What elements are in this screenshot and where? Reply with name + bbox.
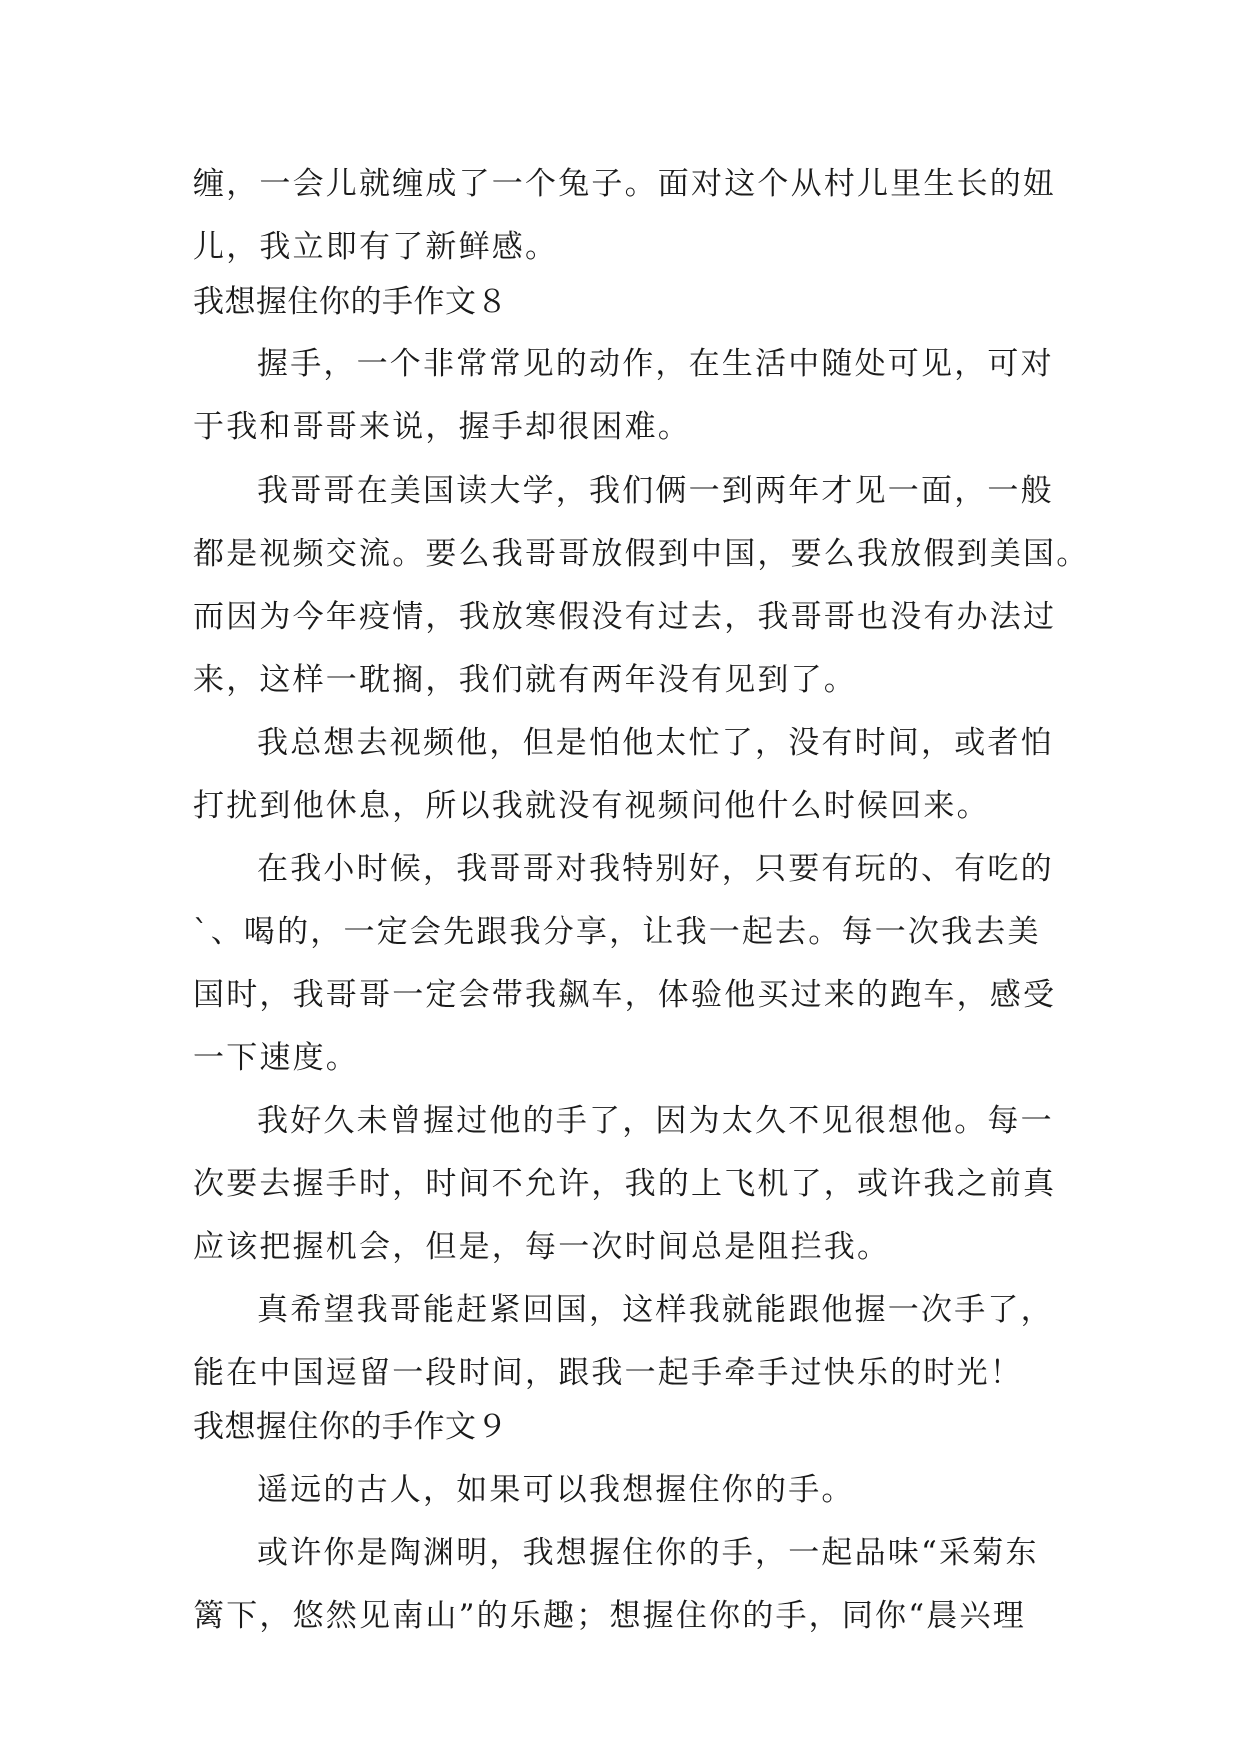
paragraph-line: 能在中国逗留一段时间，跟我一起手牵手过快乐的时光！	[193, 1355, 1023, 1391]
paragraph-line: 来，这样一耽搁，我们就有两年没有见到了。	[193, 662, 857, 698]
paragraph-line: `、喝的，一定会先跟我分享，让我一起去。每一次我去美	[193, 914, 1041, 950]
paragraph-line: 于我和哥哥来说，握手却很困难。	[193, 409, 691, 445]
paragraph-line: 缠，一会儿就缠成了一个兔子。面对这个从村儿里生长的妞	[193, 166, 1057, 202]
paragraph-line: 我总想去视频他，但是怕他太忙了，没有时间，或者怕	[257, 725, 1054, 761]
paragraph-line: 我哥哥在美国读大学，我们俩一到两年才见一面，一般	[257, 473, 1054, 509]
paragraph-line: 儿，我立即有了新鲜感。	[193, 229, 559, 265]
paragraph-line: 握手，一个非常常见的动作，在生活中随处可见，可对	[257, 346, 1054, 382]
paragraph-line: 在我小时候，我哥哥对我特别好，只要有玩的、有吃的	[257, 851, 1054, 887]
paragraph-line: 国时，我哥哥一定会带我飙车，体验他买过来的跑车，感受	[193, 977, 1057, 1013]
paragraph-line: 打扰到他休息，所以我就没有视频问他什么时候回来。	[193, 788, 990, 824]
paragraph-line: 一下速度。	[193, 1040, 359, 1076]
paragraph-line: 应该把握机会，但是，每一次时间总是阻拦我。	[193, 1229, 891, 1265]
section-heading: 我想握住你的手作文８	[193, 284, 508, 320]
paragraph-line: 遥远的古人，如果可以我想握住你的手。	[257, 1472, 855, 1508]
paragraph-line: 都是视频交流。要么我哥哥放假到中国，要么我放假到美国。	[193, 536, 1090, 572]
paragraph-line: 我好久未曾握过他的手了，因为太久不见很想他。每一	[257, 1103, 1054, 1139]
paragraph-line: 篱下，悠然见南山”的乐趣；想握住你的手，同你“晨兴理	[193, 1598, 1026, 1634]
section-heading: 我想握住你的手作文９	[193, 1409, 508, 1445]
paragraph-line: 或许你是陶渊明，我想握住你的手，一起品味“采菊东	[257, 1535, 1039, 1571]
paragraph-line: 真希望我哥能赶紧回国，这样我就能跟他握一次手了，	[257, 1292, 1054, 1328]
paragraph-line: 次要去握手时，时间不允许，我的上飞机了，或许我之前真	[193, 1166, 1057, 1202]
paragraph-line: 而因为今年疫情，我放寒假没有过去，我哥哥也没有办法过	[193, 599, 1057, 635]
